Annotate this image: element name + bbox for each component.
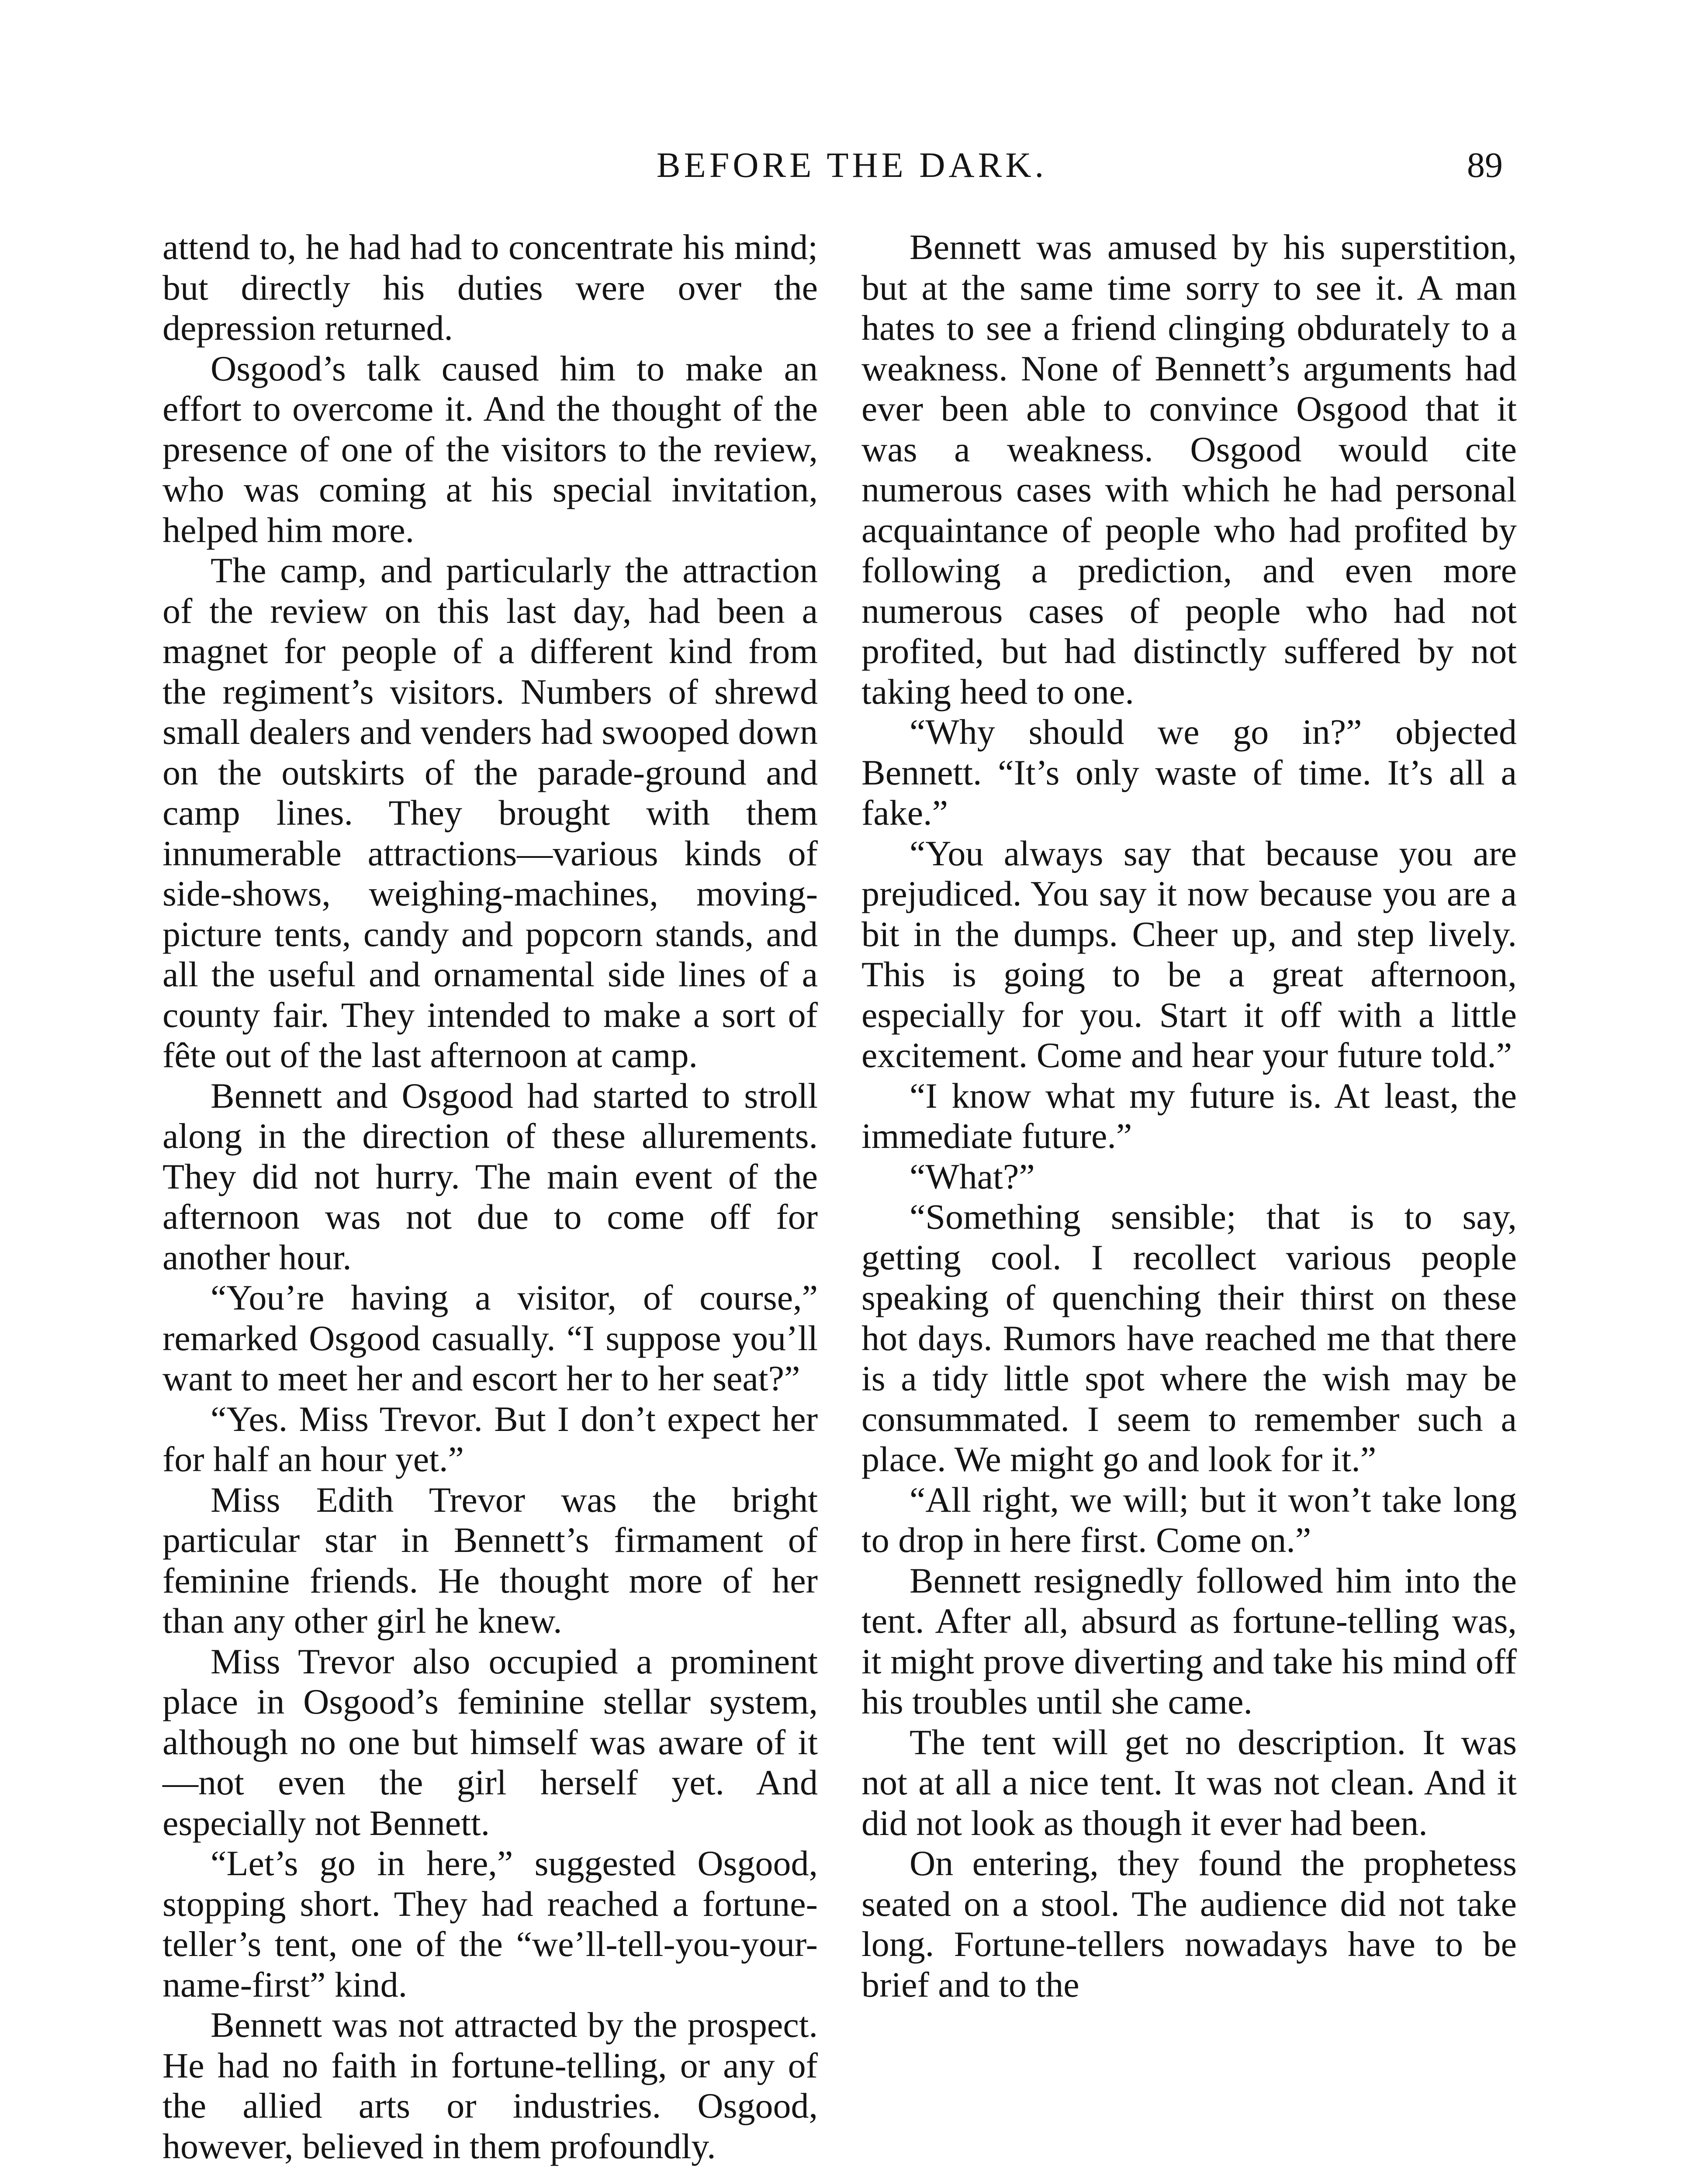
paragraph: “Let’s go in here,” suggested Osgood, stopping short. They had reached a fortune-teller’s tent, one of the “we’ll-tell-you-your-name-first” kind. bbox=[163, 1843, 818, 2004]
paragraph: Osgood’s talk caused him to make an effort to overcome it. And the thought of the presence of one of the visitors to the review, who was coming at his special invitation, helped him more. bbox=[163, 348, 818, 550]
paragraph: Bennett resignedly followed him into the tent. After all, absurd as fortune-telling was, it might prove diverting and take his mind off his troubles until she came. bbox=[861, 1560, 1517, 1721]
paragraph: Miss Edith Trevor was the bright particular star in Bennett’s firmament of feminine friends. He thought more of her than any other girl he knew. bbox=[163, 1479, 818, 1641]
paragraph: Bennett was amused by his superstition, but at the same time sorry to see it. A man hates to see a friend clinging obdurately to a weakness. None of Bennett’s arguments had ever been able to convince Osgood that it was a weakness. Osgood would cite numerous cases with which he had personal acquaintance of people who had profited by following a prediction, and even more numerous cases of people who had not profited, but had distinctly suffered by not taking heed to one. bbox=[861, 227, 1517, 712]
left-column bbox=[163, 227, 818, 2167]
right-column bbox=[861, 227, 1517, 2005]
paragraph: Miss Trevor also occupied a prominent place in Osgood’s feminine stellar system, although no one but himself was aware of it—not even the girl herself yet. And especially not Bennett. bbox=[163, 1641, 818, 1843]
paragraph: attend to, he had had to concentrate his mind; but directly his duties were over the depression returned. bbox=[163, 227, 818, 348]
paragraph: “You always say that because you are prejudiced. You say it now because you are a bit in the dumps. Cheer up, and step lively. This is going to be a great afternoon, especially for you. Start it off with a little excitement. Come and hear your future told.” bbox=[861, 833, 1517, 1075]
paragraph: The camp, and particularly the attraction of the review on this last day, had been a magnet for people of a different kind from the regiment’s visitors. Numbers of shrewd small dealers and venders had swooped down on the outskirts of the parade-ground and camp lines. They brought with them innumerable attractions—various kinds of side-shows, weighing-machines, moving-picture tents, candy and popcorn stands, and all the useful and ornamental side lines of a county fair. They intended to make a sort of fête out of the last afternoon at camp. bbox=[163, 550, 818, 1075]
paragraph: “I know what my future is. At least, the immediate future.” bbox=[861, 1075, 1517, 1156]
page-number: 89 bbox=[1467, 145, 1503, 185]
paragraph: “Something sensible; that is to say, getting cool. I recollect various people speaking of quenching their thirst on these hot days. Rumors have reached me that there is a tidy little spot where the wish may be consummated. I seem to remember such a place. We might go and look for it.” bbox=[861, 1197, 1517, 1479]
running-header bbox=[0, 139, 1688, 191]
paragraph: Bennett and Osgood had started to stroll along in the direction of these allurements. They did not hurry. The main event of the afternoon was not due to come off for another hour. bbox=[163, 1075, 818, 1277]
paragraph: Bennett was not attracted by the prospect. He had no faith in fortune-telling, or any of the allied arts or industries. Osgood, however, believed in them profoundly. bbox=[163, 2005, 818, 2166]
paragraph: The tent will get no description. It was not at all a nice tent. It was not clean. And it did not look as though it ever had been. bbox=[861, 1722, 1517, 1843]
paragraph: “All right, we will; but it won’t take long to drop in here first. Come on.” bbox=[861, 1479, 1517, 1560]
running-title: BEFORE THE DARK. bbox=[656, 145, 1048, 185]
paragraph: “What?” bbox=[910, 1156, 1035, 1196]
paragraph: On entering, they found the prophetess seated on a stool. The audience did not take long. Fortune-tellers nowadays have to be brief and to the bbox=[861, 1843, 1517, 2004]
paragraph: “Why should we go in?” objected Bennett. “It’s only waste of time. It’s all a fake.” bbox=[861, 712, 1517, 833]
paragraph: “Yes. Miss Trevor. But I don’t expect her for half an hour yet.” bbox=[163, 1399, 818, 1479]
paragraph: “You’re having a visitor, of course,” remarked Osgood casually. “I suppose you’ll want to meet her and escort her to her seat?” bbox=[163, 1278, 818, 1398]
